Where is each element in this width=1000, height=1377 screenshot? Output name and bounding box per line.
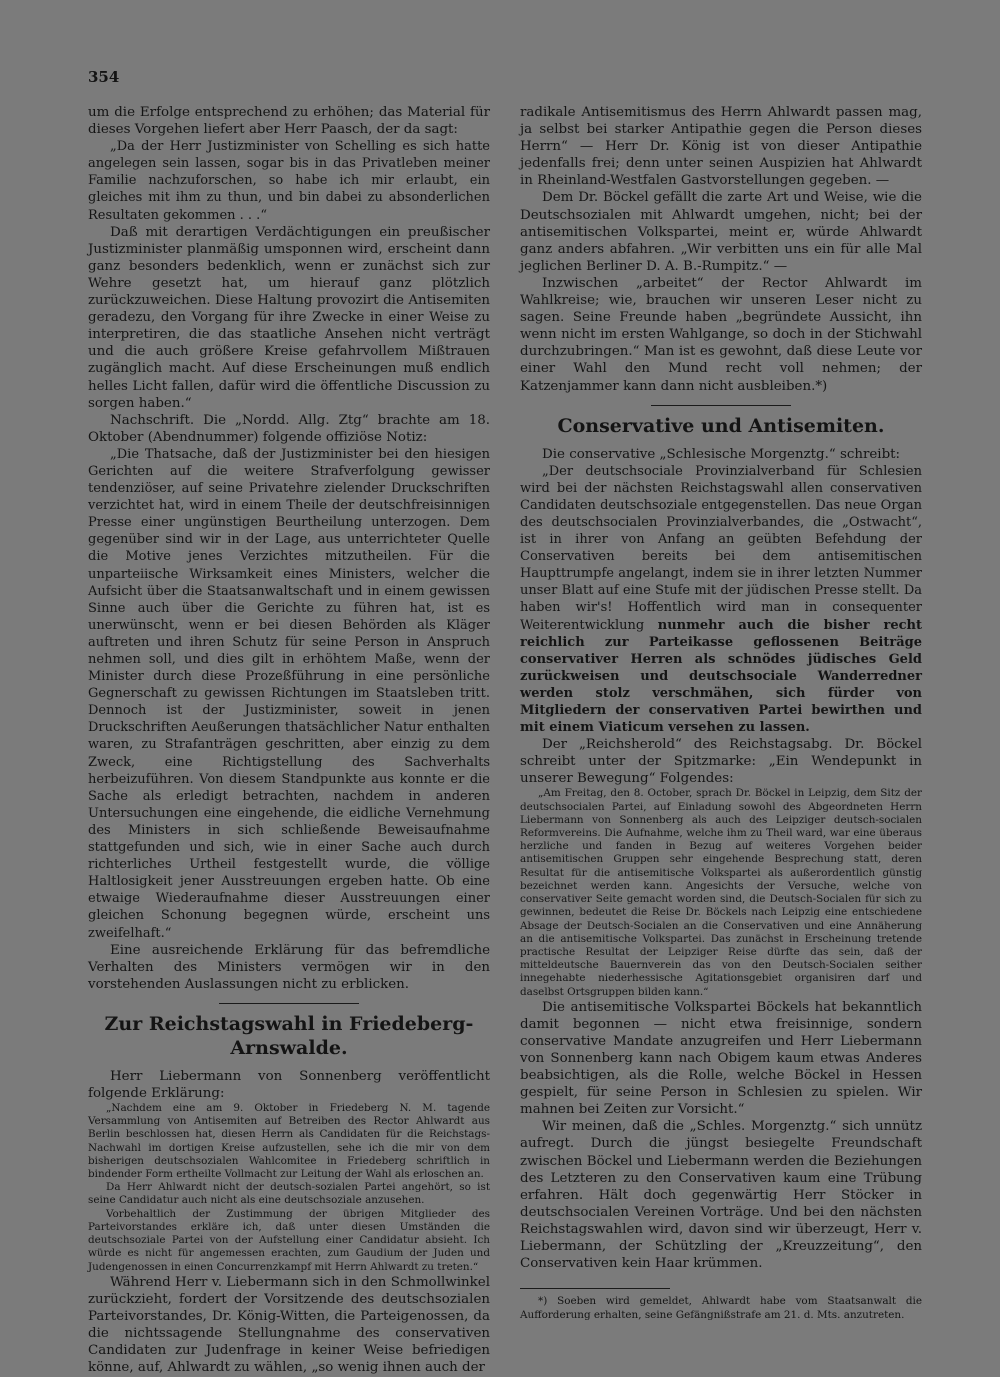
- paragraph: Während Herr v. Liebermann sich in den Schmollwinkel zurückzieht, fordert der Vorsitzende des deutschsozialen Parteivorstandes, Dr. König-Witten, die Parteigenossen, da die nichtssagende Stellungnahme des conservativen Candidaten zur Judenfrage in keiner Weise befriedigen könne, auf, Ahlwardt zu wählen, „so wenig ihnen auch der: [88, 1274, 490, 1376]
- paragraph: Dem Dr. Böckel gefällt die zarte Art und Weise, wie die Deutschsozialen mit Ahlwardt umgehen, nicht; bei der antisemitischen Volkspartei, meint er, würde Ahlwardt ganz anders abfahren. „Wir verbitten uns ein für alle Mal jeglichen Berliner D. A. B.-Rumpitz.“ —: [520, 190, 922, 274]
- small-quote-paragraph: Vorbehaltlich der Zustimmung der übrigen Mitglieder des Parteivorstandes erkläre ich, daß unter diesen Umständen die deutschsoziale Partei von der Aufstellung einer Candidatur absieht. Ich würde es nicht für angemessen erachten, zum Gaudium der Juden und Judengenossen in einen Concurrenzkampf mit Herrn Ahlwardt zu treten.“: [88, 1207, 490, 1273]
- paragraph: Die antisemitische Volkspartei Böckels hat bekanntlich damit begonnen — nicht etwa freisinnige, sondern conservative Mandate anzugreifen und Herr Liebermann von Sonnenberg kann nach Obigem kaum etwas Anderes beabsichtigen, als die Rolle, welche Böckel in Hessen gespielt, für seine Person in Schlesien zu spielen. Wir mahnen bei Zeiten zur Vorsicht.“: [520, 999, 922, 1118]
- section-heading: Zur Reichstagswahl in Friedeberg-Arnswalde.: [104, 1012, 474, 1059]
- section-divider: [219, 1003, 359, 1004]
- paragraph: Herr Liebermann von Sonnenberg veröffentlicht folgende Erklärung:: [88, 1068, 490, 1101]
- quote-paragraph: [520, 463, 922, 737]
- right-column: [520, 104, 922, 1322]
- small-quote-paragraph: „Am Freitag, den 8. October, sprach Dr. Böckel in Leipzig, dem Sitz der deutschsocialen Partei, auf Einladung sowohl des Abgeordneten Herrn Liebermann von Sonnenberg als auch des Leipziger deutsch-socialen Reformvereins. Die Aufnahme, welche ihm zu Theil ward, war eine überaus herzliche und fanden in Bezug auf weiteres Vorgehen beider antisemitischen Gruppen sehr eingehende Besprechung statt, deren Resultat für die antisemitische Volkspartei als außerordentlich günstig bezeichnet werden kann. Angesichts der Versuche, welche von conservativer Seite gemacht worden sind, die Deutsch-Socialen für sich zu gewinnen, bedeutet die Reise Dr. Böckels nach Leipzig eine entschiedene Absage der Deutsch-Socialen an die Conservativen und eine Annäherung an die antisemitische Volkspartei. Das zunächst in Erscheinung tretende practische Resultat der Leipziger Reise dürfte das sein, daß der mitteldeutsche Bauernverein das von den Deutsch-Socialen seither innegehabte niederhessische Agitationsgebiet organisiren darf und daselbst Ortsgruppen bilden kann.“: [520, 787, 922, 998]
- paragraph: Die conservative „Schlesische Morgenztg.“ schreibt:: [542, 446, 901, 462]
- paragraph: Daß mit derartigen Verdächtigungen ein preußischer Justizminister planmäßig umsponnen wird, erscheint dann ganz besonders bedenklich, wenn er zunächst sich zur Wehre gesetzt hat, um hierauf ganz plötzlich zurückzuweichen. Diese Haltung provozirt die Antisemiten geradezu, den Vorgang für ihre Zwecke in einer Weise zu interpretiren, die das staatliche Ansehen nicht verträgt und die auch größere Kreise gefahrvollem Mißtrauen zugänglich macht. Auf diese Erscheinungen muß endlich helles Licht fallen, dafür wird die öffentliche Discussion zu sorgen haben.“: [88, 224, 490, 411]
- quote-paragraph: „Da der Herr Justizminister von Schelling es sich hatte angelegen sein lassen, sogar bis in das Privatleben meiner Familie nachzuforschen, so habe ich mir erlaubt, ein gleiches mit ihm zu thun, und bin dabei zu absonderlichen Resultaten gekommen . . .“: [88, 139, 490, 223]
- postscript-paragraph: Nachschrift. Die „Nordd. Allg. Ztg“ brachte am 18. Oktober (Abendnummer) folgende offiziöse Notiz:: [88, 412, 490, 445]
- section-divider: [651, 405, 791, 406]
- footnote: *) Soeben wird gemeldet, Ahlwardt habe vom Staatsanwalt die Aufforderung erhalten, seine Gefängnißstrafe am 21. d. Mts. anzutreten.: [520, 1295, 922, 1321]
- paragraph: Inzwischen „arbeitet“ der Rector Ahlwardt im Wahlkreise; wie, brauchen wir unseren Leser nicht zu sagen. Seine Freunde haben „begründete Aussicht, ihn wenn nicht im ersten Wahlgange, so doch in der Stichwahl durchzubringen.“ Man ist es gewohnt, daß diese Leute vor einer Wahl den Mund recht voll nehmen; der Katzenjammer kann dann nicht ausbleiben.*): [520, 275, 922, 394]
- paragraph: Der „Reichsherold“ des Reichstagsabg. Dr. Böckel schreibt unter der Spitzmarke: „Ein Wendepunkt in unserer Bewegung“ Folgendes:: [520, 737, 922, 787]
- small-quote-paragraph: Da Herr Ahlwardt nicht der deutsch-sozialen Partei angehört, so ist seine Candidatur auch nicht als eine deutschsoziale anzusehen.: [88, 1181, 490, 1207]
- bold-quote-text: nunmehr auch die bisher recht reichlich zur Parteikasse geflossenen Beiträge conservativer Herren als schnödes jüdisches Geld zurückweisen und deutschsociale Wanderredner werden stolz verschmähen, sich fürder von Mitgliedern der conservativen Partei bewirthen und mit einem Viaticum versehen zu lassen.: [520, 617, 922, 736]
- paragraph: um die Erfolge entsprechend zu erhöhen; das Material für dieses Vorgehen liefert aber Herr Paasch, der da sagt:: [88, 105, 490, 138]
- paragraph: Wir meinen, daß die „Schles. Morgenztg.“ sich unnütz aufregt. Durch die jüngst besiegelte Freundschaft zwischen Böckel und Liebermann werden die Beziehungen des Letzteren zu den Conservativen kaum eine Trübung erfahren. Hält doch gegenwärtig Herr Stöcker in deutschsocialen Vereinen Vorträge. Und bei den nächsten Reichstagswahlen wird, davon sind wir überzeugt, Herr v. Liebermann, der Schützling der „Kreuzzeitung“, den Conservativen kein Haar krümmen.: [520, 1119, 922, 1272]
- quote-text: „Der deutschsociale Provinzialverband für Schlesien wird bei der nächsten Reichstagswahl allen conservativen Candidaten deutschsoziale entgegenstellen. Das neue Organ des deutschsocialen Provinzialverbandes, die „Ostwacht“, ist in ihrer von Anfang an geübten Befehdung der Conservativen bereits bei dem antisemitischen Haupttrumpfe angelangt, indem sie in ihrer letzten Nummer unser Blatt auf eine Stufe mit der jüdischen Presse stellt. Da haben wir's! Hoffentlich wird man in consequenter Weiterentwicklung: [520, 463, 922, 633]
- footnote-divider: [520, 1288, 670, 1289]
- left-column: [88, 104, 490, 1376]
- quote-paragraph: „Die Thatsache, daß der Justizminister bei den hiesigen Gerichten auf die weitere Strafverfolgung gewisser tendenziöser, auf seine Privatehre zielender Druckschriften verzichtet hat, wird in einem Theile der deutschfreisinnigen Presse einer ungünstigen Beurtheilung unterzogen. Dem gegenüber sind wir in der Lage, aus unterrichteter Quelle die Motive jenes Verzichtes mitzutheilen. Für die unparteiische Wirksamkeit eines Ministers, welcher die Aufsicht über die Staatsanwaltschaft und in einem gewissen Sinne auch über die Gerichte zu führen hat, ist es unerwünscht, wenn er bei diesen Behörden als Kläger auftreten und ihren Schutz für seine Person in Anspruch nehmen soll, und dies gilt in erhöhtem Maße, wenn der Minister durch diese Prozeßführung in eine persönliche Gegnerschaft zu gewissen Richtungen im Staatsleben tritt. Dennoch ist der Justizminister, soweit in jenen Druckschriften Aeußerungen thatsächlicher Natur enthalten waren, zu Strafanträgen geschritten, aber einzig zu dem Zweck, eine Richtigstellung des Sachverhalts herbeizuführen. Von diesem Standpunkte aus konnte er die Sache als erledigt betrachten, nachdem in anderen Untersuchungen eine eingehende, die eidliche Vernehmung des Ministers in sich schließende Beweisaufnahme stattgefunden und sich, wie in einer Sache auch durch richterliches Urtheil festgestellt wurde, die völlige Haltlosigkeit jener Ausstreuungen ergeben hatte. Ob eine etwaige Wiederaufnahme dieser Ausstreuungen einer gleichen Schonung begegnen würde, erscheint uns zweifelhaft.“: [88, 446, 490, 941]
- small-quote-paragraph: „Nachdem eine am 9. Oktober in Friedeberg N. M. tagende Versammlung von Antisemiten auf Betreiben des Rector Ahlwardt aus Berlin beschlossen hat, diesen Herrn als Candidaten für die Reichstags-Nachwahl im dortigen Kreise aufzustellen, sehe ich die mir von dem bisherigen deutschsozialen Wahlcomitee in Friedeberg schriftlich in bindender Form ertheilte Vollmacht zur Leitung der Wahl als erloschen an.: [88, 1102, 490, 1181]
- section-heading: Conservative und Antisemiten.: [557, 414, 885, 437]
- paragraph: Eine ausreichende Erklärung für das befremdliche Verhalten des Ministers vermögen wir in den vorstehenden Auslassungen nicht zu erblicken.: [88, 942, 490, 992]
- page-number: 354: [88, 68, 120, 86]
- paragraph: radikale Antisemitismus des Herrn Ahlwardt passen mag, ja selbst bei starker Antipathie gegen die Person dieses Herrn“ — Herr Dr. König ist von dieser Antipathie jedenfalls frei; denn unter seinen Auspizien hat Ahlwardt in Rheinland-Westfalen Gastvorstellungen gegeben. —: [520, 105, 922, 189]
